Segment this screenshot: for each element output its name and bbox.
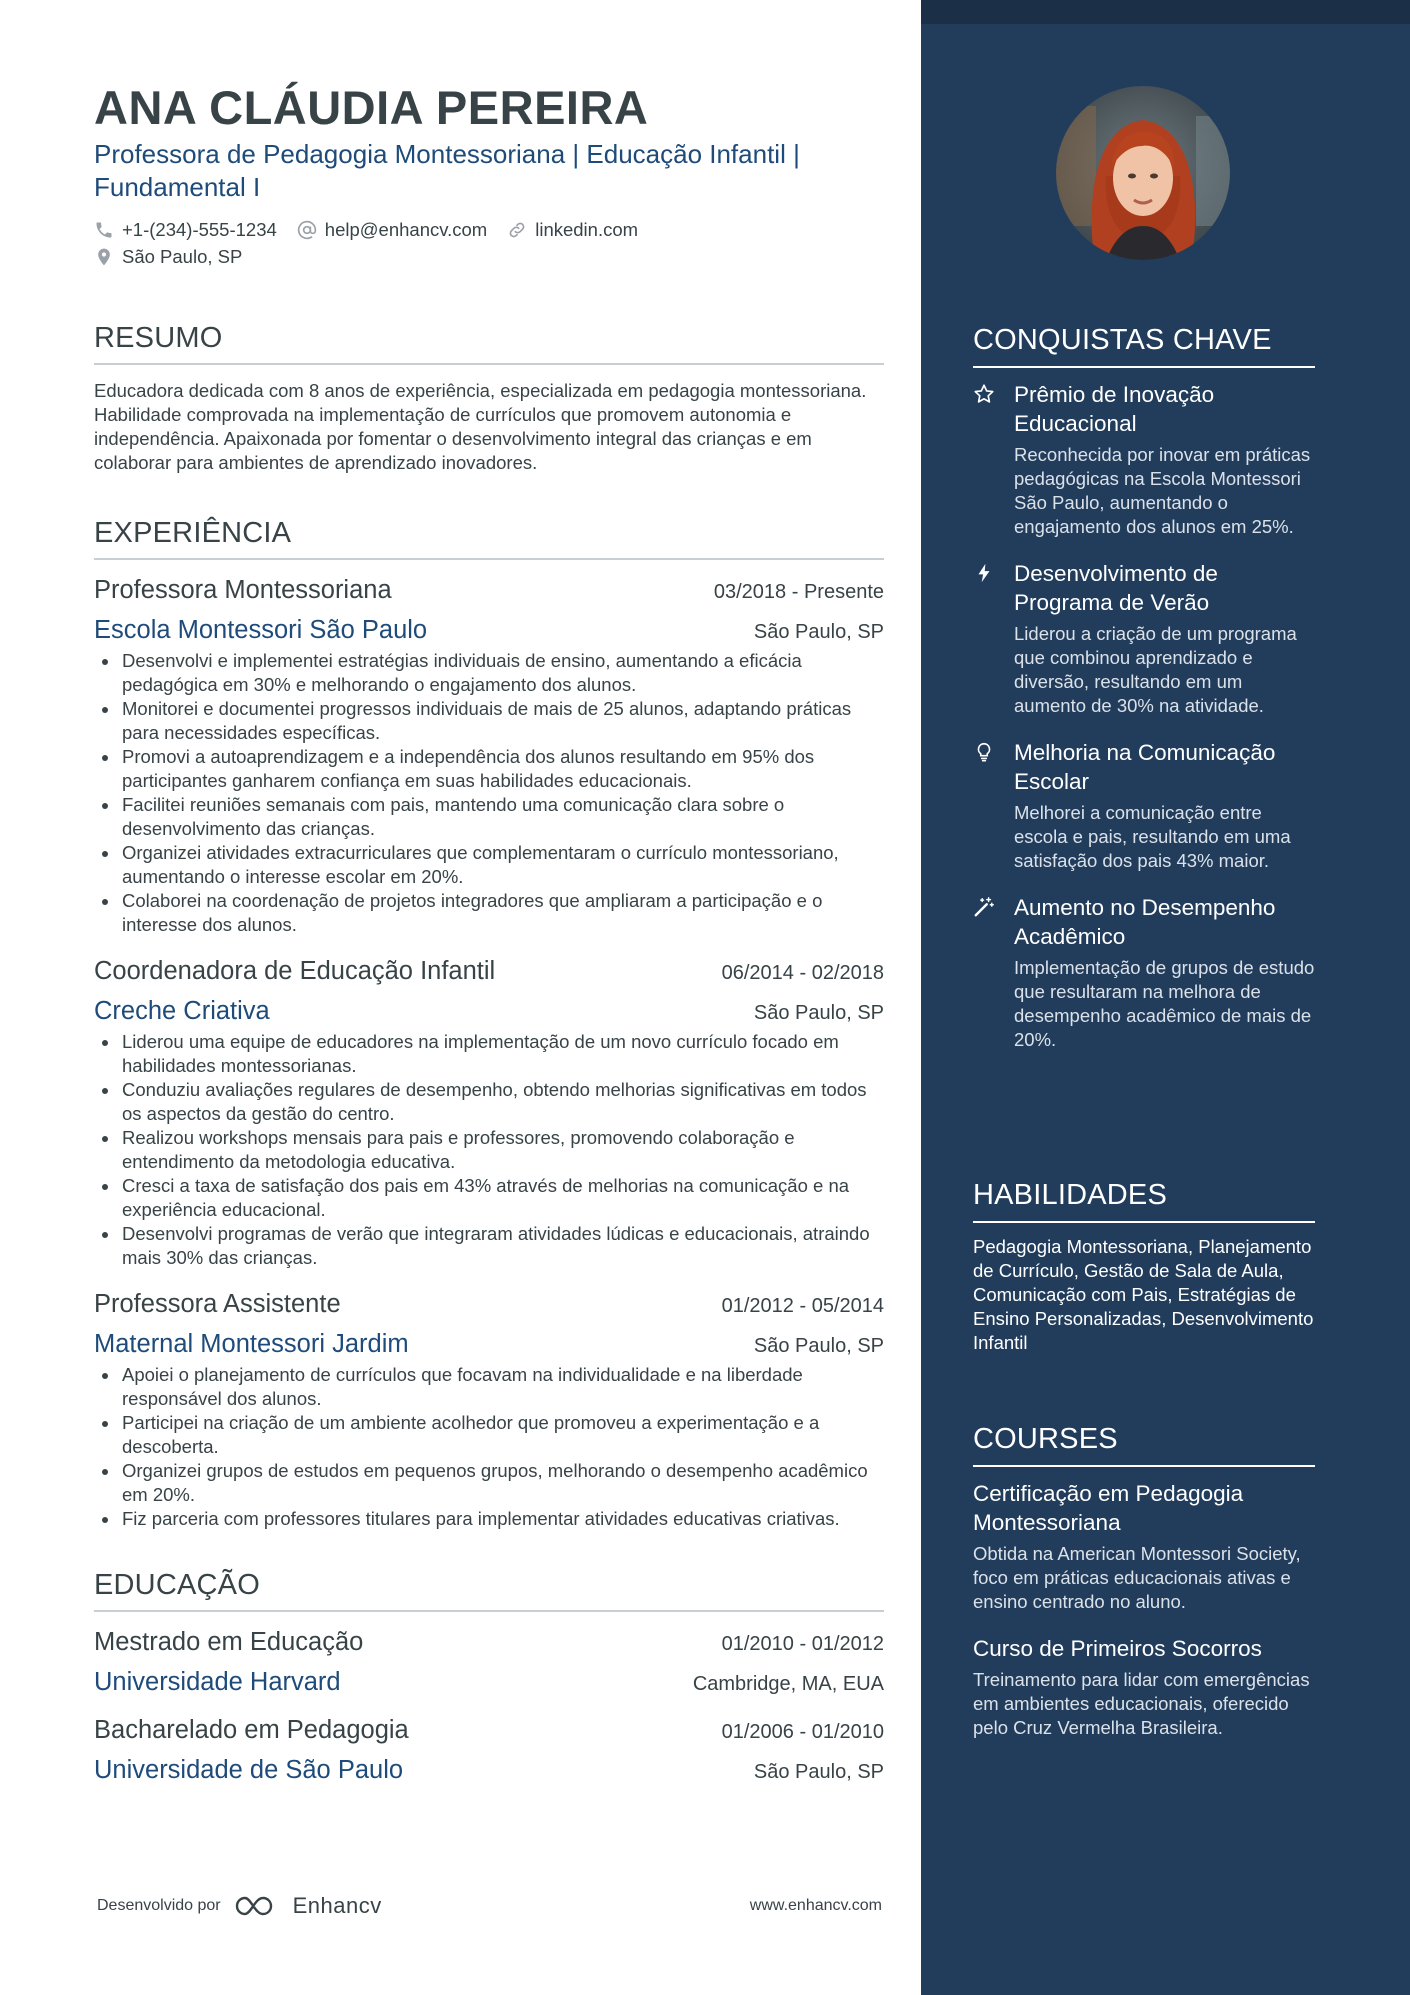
sidebar [921, 0, 1410, 1995]
summary-section [94, 320, 884, 475]
job-company: Creche Criativa [94, 997, 270, 1025]
contact-location [94, 243, 242, 270]
job-bullets [94, 649, 884, 937]
job-bullet: Colaborei na coordenação de projetos integradores que ampliaram a participação e o interesse dos alunos. [94, 889, 884, 937]
job-company: Escola Montessori São Paulo [94, 616, 428, 644]
achievement-desc: Melhorei a comunicação entre escola e pais, resultando em uma satisfação dos pais 43% maior. [1014, 802, 1291, 871]
job-entry [94, 955, 884, 1270]
achievement-title: Melhoria na Comunicação Escolar [1014, 740, 1276, 794]
phone-icon [94, 220, 114, 240]
education-school: Universidade Harvard [94, 1668, 341, 1696]
job-bullet: Facilitei reuniões semanais com pais, mantendo uma comunicação clara sobre o desenvolvimento das crianças. [94, 793, 884, 841]
summary-title: RESUMO [94, 320, 884, 365]
job-dates: 01/2012 - 05/2014 [721, 1295, 884, 1317]
job-bullet: Conduziu avaliações regulares de desempenho, obtendo melhorias significativas em todos os aspectos da gestão do centro. [94, 1078, 884, 1126]
job-location: São Paulo, SP [753, 1002, 884, 1024]
linkedin-text: linkedin.com [535, 219, 639, 240]
job-bullet: Realizou workshops mensais para pais e professores, promovendo colaboração e entendimento da metodologia educativa. [94, 1126, 884, 1174]
education-entry [94, 1714, 884, 1788]
job-bullet: Desenvolvi programas de verão que integraram atividades lúdicas e educacionais, atraindo mais 30% das crianças. [94, 1222, 884, 1270]
education-section [94, 1567, 884, 1788]
job-location: São Paulo, SP [753, 1335, 884, 1357]
footer [97, 1893, 882, 1919]
candidate-name: ANA CLÁUDIA PEREIRA [94, 81, 649, 134]
job-dates: 03/2018 - Presente [713, 581, 884, 603]
link-icon [507, 220, 527, 240]
job-entry [94, 574, 884, 937]
job-dates: 06/2014 - 02/2018 [721, 962, 884, 984]
sidebar-top-bar [921, 0, 1410, 24]
profile-photo [1056, 86, 1230, 260]
job-bullet: Cresci a taxa de satisfação dos pais em 43% através de melhorias na comunicação e na experiência educacional. [94, 1174, 884, 1222]
achievement-item [973, 559, 1315, 718]
achievement-desc: Liderou a criação de um programa que combinou aprendizado e diversão, resultando em um aumento de 30% na atividade. [1014, 623, 1297, 716]
candidate-subtitle: Professora de Pedagogia Montessoriana | Educação Infantil | Fundamental I [94, 139, 800, 202]
course-desc: Obtida na American Montessori Society, foco em práticas educacionais ativas e ensino centrado no aluno. [973, 1543, 1301, 1612]
education-dates: 01/2010 - 01/2012 [721, 1633, 884, 1655]
achievement-item [973, 380, 1315, 539]
star-icon [973, 383, 995, 405]
job-bullet: Organizei grupos de estudos em pequenos grupos, melhorando o desempenho acadêmico em 20%. [94, 1459, 884, 1507]
job-location: São Paulo, SP [753, 621, 884, 643]
enhancv-logo-icon [233, 1893, 285, 1919]
job-company: Maternal Montessori Jardim [94, 1330, 409, 1358]
course-item [973, 1479, 1315, 1614]
job-title: Professora Assistente [94, 1290, 341, 1318]
course-desc: Treinamento para lidar com emergências em ambientes educacionais, oferecido pelo Cruz Vermelha Brasileira. [973, 1669, 1310, 1738]
brand-name: Enhancv [292, 1893, 382, 1918]
contact-email[interactable] [297, 216, 487, 243]
location-text: São Paulo, SP [122, 246, 243, 267]
job-bullet: Liderou uma equipe de educadores na implementação de um novo currículo focado em habilidades montessorianas. [94, 1030, 884, 1078]
achievement-desc: Reconhecida por inovar em práticas pedagógicas na Escola Montessori São Paulo, aumentando o engajamento dos alunos em 25%. [1014, 444, 1311, 537]
course-title: Curso de Primeiros Socorros [973, 1636, 1262, 1661]
job-bullets [94, 1363, 884, 1531]
education-degree: Bacharelado em Pedagogia [94, 1716, 409, 1744]
contact-linkedin[interactable] [507, 216, 638, 243]
powered-by-text: Desenvolvido por [97, 1897, 221, 1914]
job-bullet: Fiz parceria com professores titulares para implementar atividades educativas criativas. [94, 1507, 884, 1531]
experience-section [94, 515, 884, 1531]
achievement-desc: Implementação de grupos de estudo que resultaram na melhora de desempenho acadêmico de mais de 20%. [1014, 957, 1315, 1050]
achievements-section [973, 322, 1315, 1072]
location-pin-icon [94, 247, 114, 267]
achievement-title: Desenvolvimento de Programa de Verão [1014, 561, 1218, 615]
achievement-title: Prêmio de Inovação Educacional [1014, 382, 1215, 436]
experience-title: EXPERIÊNCIA [94, 515, 884, 560]
footer-branding[interactable] [97, 1893, 382, 1919]
education-school: Universidade de São Paulo [94, 1756, 404, 1784]
course-item [973, 1634, 1315, 1740]
achievement-item [973, 738, 1315, 873]
main-column [94, 80, 884, 1806]
achievements-title: CONQUISTAS CHAVE [973, 322, 1315, 368]
courses-section [973, 1421, 1315, 1760]
achievement-title: Aumento no Desempenho Acadêmico [1014, 895, 1276, 949]
education-location: São Paulo, SP [753, 1761, 884, 1783]
job-title: Professora Montessoriana [94, 576, 392, 604]
education-dates: 01/2006 - 01/2010 [721, 1721, 884, 1743]
job-bullet: Desenvolvi e implementei estratégias individuais de ensino, aumentando a eficácia pedagógica em 30% e melhorando o engajamento dos alunos. [94, 649, 884, 697]
job-bullet: Monitorei e documentei progressos individuais de mais de 25 alunos, adaptando práticas para necessidades específicas. [94, 697, 884, 745]
courses-title: COURSES [973, 1421, 1315, 1467]
education-degree: Mestrado em Educação [94, 1628, 364, 1656]
phone-text: +1-(234)-555-1234 [122, 219, 277, 240]
job-bullet: Organizei atividades extracurriculares que complementaram o currículo montessoriano, aumentando o interesse escolar em 20%. [94, 841, 884, 889]
summary-text: Educadora dedicada com 8 anos de experiência, especializada em pedagogia montessoriana. Habilidade comprovada na implementação de currículos que promovem autonomia e independência. Apaixonada por fomentar o desenvolvimento integral das crianças e em colaborar para ambientes de aprendizado inovadores. [94, 380, 867, 473]
footer-website[interactable]: www.enhancv.com [749, 1897, 882, 1914]
at-sign-icon [297, 220, 317, 240]
education-title: EDUCAÇÃO [94, 1567, 884, 1612]
job-bullets [94, 1030, 884, 1270]
job-entry [94, 1288, 884, 1531]
achievement-item [973, 893, 1315, 1052]
education-entry [94, 1626, 884, 1700]
email-text: help@enhancv.com [324, 219, 488, 240]
contact-info [94, 216, 884, 270]
job-bullet: Apoiei o planejamento de currículos que focavam na individualidade e na liberdade responsável dos alunos. [94, 1363, 884, 1411]
education-location: Cambridge, MA, EUA [692, 1673, 884, 1695]
avatar [1056, 86, 1230, 260]
skills-section [973, 1177, 1315, 1355]
lightbulb-icon [973, 741, 995, 763]
job-title: Coordenadora de Educação Infantil [94, 957, 496, 985]
magic-wand-icon [973, 896, 995, 918]
skills-text: Pedagogia Montessoriana, Planejamento de Currículo, Gestão de Sala de Aula, Comunicação com Pais, Estratégias de Ensino Personalizadas, Desenvolvimento Infantil [973, 1236, 1314, 1353]
skills-title: HABILIDADES [973, 1177, 1315, 1223]
job-bullet: Participei na criação de um ambiente acolhedor que promoveu a experimentação e a descoberta. [94, 1411, 884, 1459]
course-title: Certificação em Pedagogia Montessoriana [973, 1481, 1244, 1535]
contact-phone[interactable] [94, 216, 277, 243]
bolt-icon [973, 562, 995, 584]
job-bullet: Promovi a autoaprendizagem e a independência dos alunos resultando em 95% dos participantes ganharem confiança em suas habilidades educacionais. [94, 745, 884, 793]
